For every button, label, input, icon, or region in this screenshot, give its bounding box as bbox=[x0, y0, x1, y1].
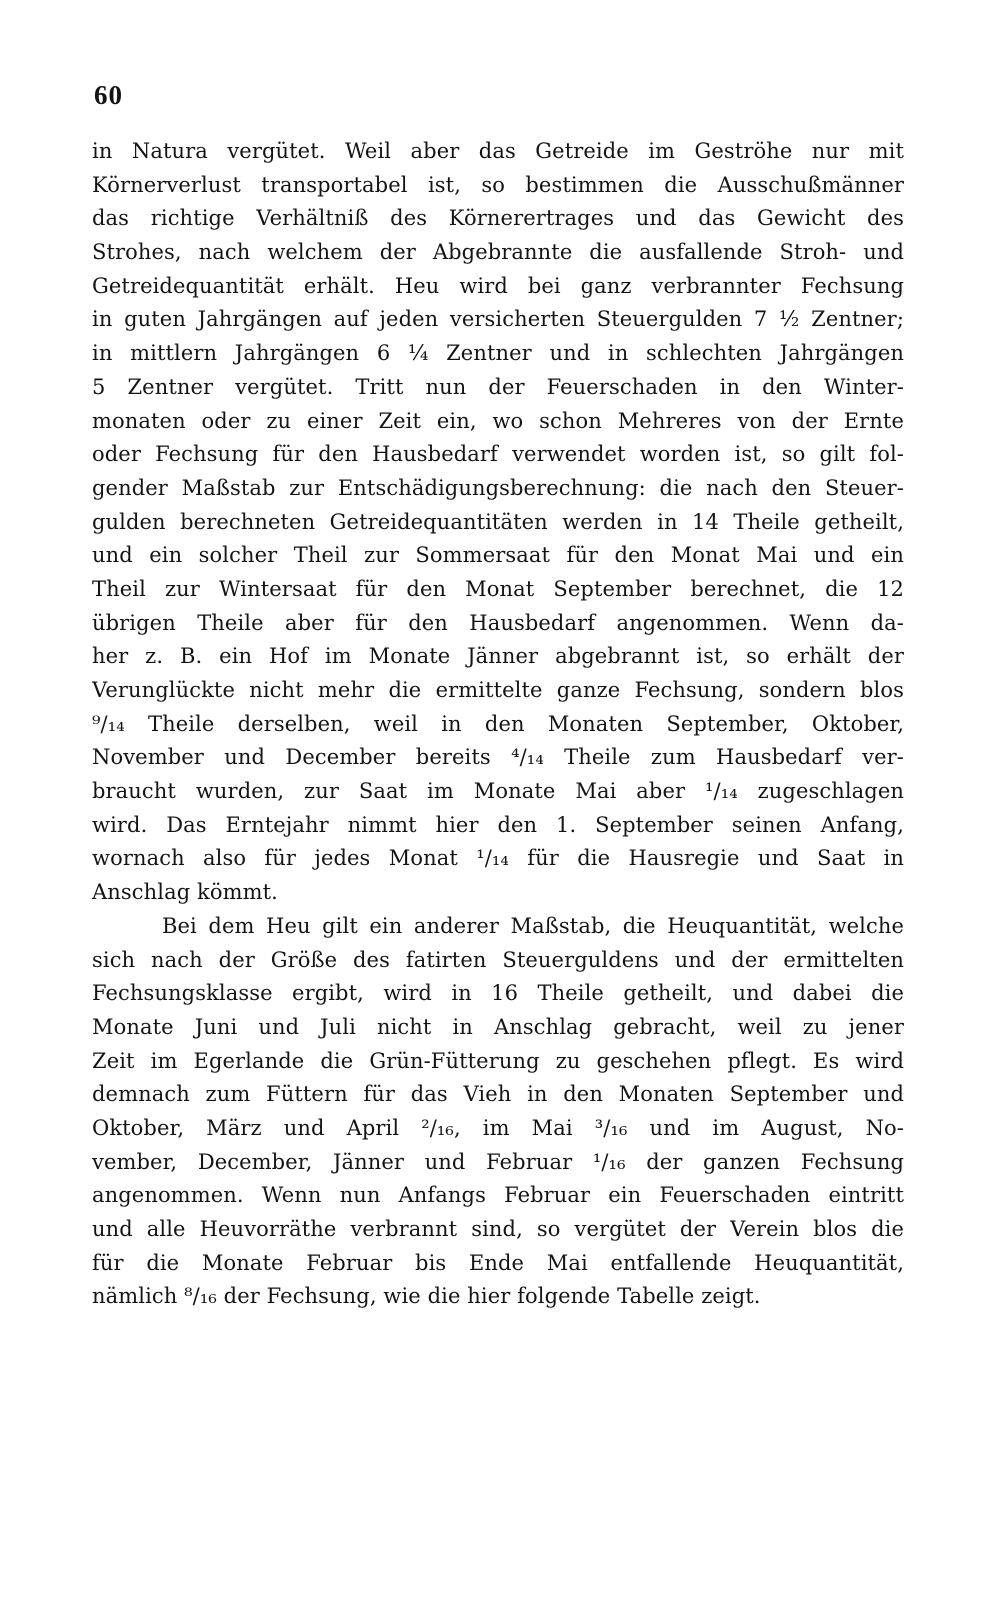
text-line: demnach zum Füttern für das Vieh in den Monaten September und bbox=[92, 1082, 904, 1107]
text-line: gulden berechneten Getreidequantitäten werden in 14 Theile getheilt, bbox=[92, 509, 904, 534]
text-line: das richtige Verhältniß des Körnerertrages und das Gewicht des bbox=[92, 206, 904, 231]
text-line: und alle Heuvorräthe verbrannt sind, so vergütet der Verein blos die bbox=[92, 1217, 904, 1241]
text-line: Bei dem Heu gilt ein anderer Maßstab, die Heuquantität, welche bbox=[162, 913, 904, 938]
text-line: Getreidequantität erhält. Heu wird bei ganz verbrannter Fechsung bbox=[92, 273, 904, 298]
text-line: angenommen. Wenn nun Anfangs Februar ein Feuerschaden eintritt bbox=[92, 1183, 904, 1208]
text-line: monaten oder zu einer Zeit ein, wo schon Mehreres von der Ernte bbox=[92, 408, 904, 433]
text-line: in guten Jahrgängen auf jeden versicherten Steuergulden 7 ½ Zentner; bbox=[92, 307, 904, 332]
text-line: in Natura vergütet. Weil aber das Getreide im Geströhe nur mit bbox=[92, 139, 904, 163]
text-line: in mittlern Jahrgängen 6 ¼ Zentner und in schlechten Jahrgängen bbox=[92, 341, 904, 366]
text-line: übrigen Theile aber für den Hausbedarf angenommen. Wenn da- bbox=[92, 610, 904, 635]
text-line: nämlich ⁸/₁₆ der Fechsung, wie die hier folgende Tabelle zeigt. bbox=[92, 1284, 761, 1309]
body-text bbox=[92, 135, 904, 1314]
text-line: Anschlag kömmt. bbox=[92, 880, 278, 905]
text-line: Körnerverlust transportabel ist, so bestimmen die Ausschußmänner bbox=[92, 172, 904, 197]
text-line: Oktober, März und April ²/₁₆, im Mai ³/₁₆ und im August, No- bbox=[92, 1115, 904, 1140]
text-line: für die Monate Februar bis Ende Mai entfallende Heuquantität, bbox=[92, 1250, 904, 1275]
text-line: Strohes, nach welchem der Abgebrannte die ausfallende Stroh- und bbox=[92, 240, 904, 265]
text-line: Fechsungsklasse ergibt, wird in 16 Theile getheilt, und dabei die bbox=[92, 981, 904, 1006]
text-line: Monate Juni und Juli nicht in Anschlag gebracht, weil zu jener bbox=[92, 1014, 904, 1039]
text-line: braucht wurden, zur Saat im Monate Mai aber ¹/₁₄ zugeschlagen bbox=[92, 779, 904, 804]
paragraph bbox=[92, 910, 904, 1314]
text-line: Verunglückte nicht mehr die ermittelte ganze Fechsung, sondern blos bbox=[92, 678, 904, 702]
text-line: 5 Zentner vergütet. Tritt nun der Feuerschaden in den Winter- bbox=[92, 374, 904, 399]
text-line: oder Fechsung für den Hausbedarf verwendet worden ist, so gilt fol- bbox=[92, 442, 904, 467]
text-line: wornach also für jedes Monat ¹/₁₄ für die Hausregie und Saat in bbox=[92, 846, 904, 871]
text-line: vember, December, Jänner und Februar ¹/₁₆ der ganzen Fechsung bbox=[92, 1149, 904, 1174]
paragraph bbox=[92, 135, 904, 910]
page-number: 60 bbox=[94, 80, 123, 110]
text-line: und ein solcher Theil zur Sommersaat für den Monat Mai und ein bbox=[92, 543, 904, 568]
text-line: her z. B. ein Hof im Monate Jänner abgebrannt ist, so erhält der bbox=[92, 644, 904, 669]
text-line: ⁹/₁₄ Theile derselben, weil in den Monaten September, Oktober, bbox=[92, 711, 904, 736]
text-line: wird. Das Erntejahr nimmt hier den 1. September seinen Anfang, bbox=[92, 812, 904, 837]
text-line: sich nach der Größe des fatirten Steuerguldens und der ermittelten bbox=[92, 947, 904, 972]
text-line: Zeit im Egerlande die Grün-Fütterung zu geschehen pflegt. Es wird bbox=[92, 1048, 904, 1073]
text-line: Theil zur Wintersaat für den Monat September berechnet, die 12 bbox=[92, 576, 904, 601]
text-line: gender Maßstab zur Entschädigungsberechnung: die nach den Steuer- bbox=[92, 475, 904, 500]
text-line: November und December bereits ⁴/₁₄ Theile zum Hausbedarf ver- bbox=[92, 745, 904, 770]
